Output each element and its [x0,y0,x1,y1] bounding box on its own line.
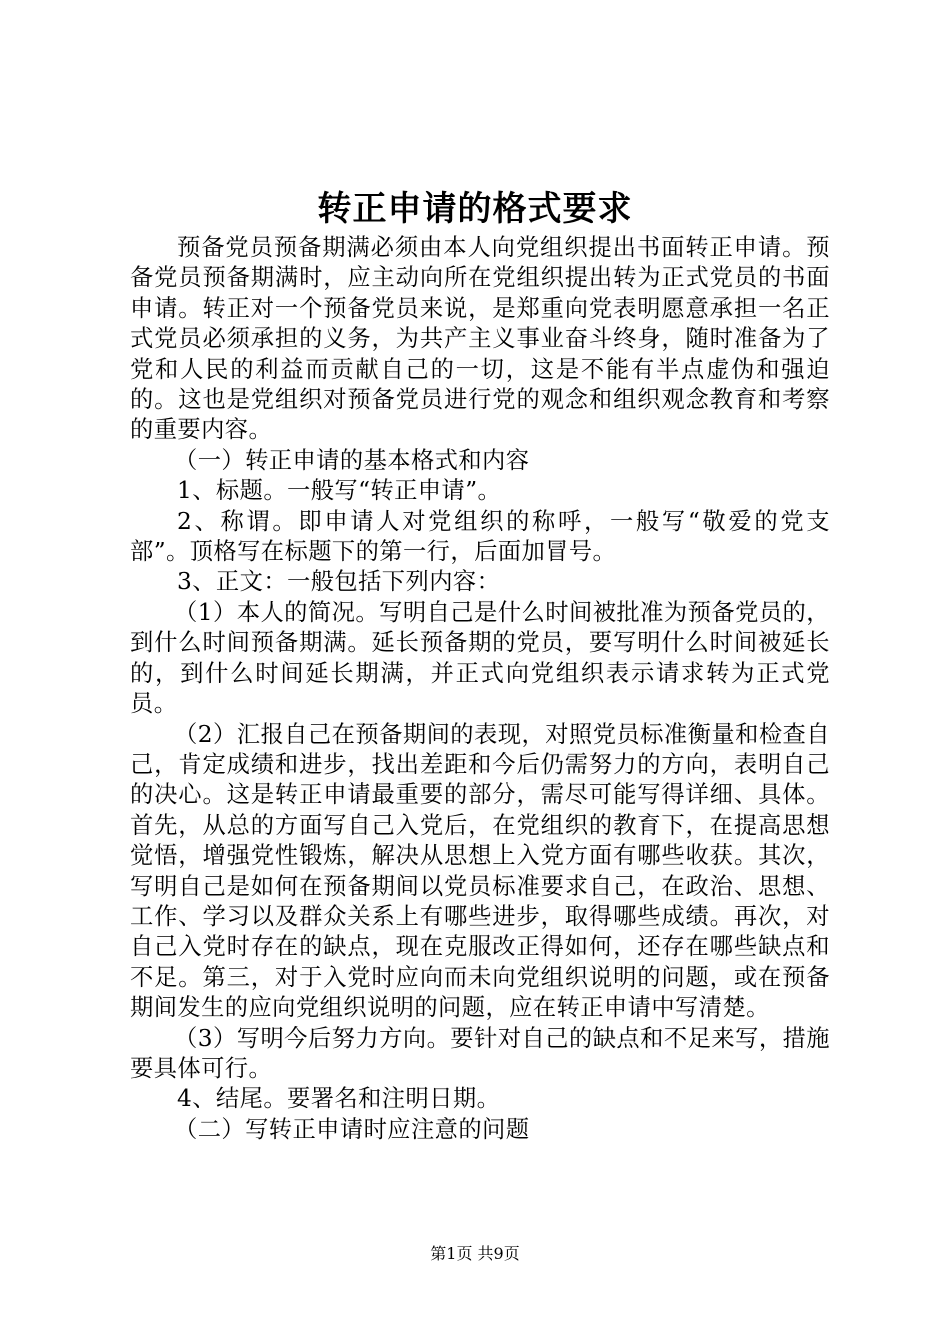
section-heading-notes: （二）写转正申请时应注意的问题 [174,1115,530,1143]
subitem-brief-profile: （1）本人的简况。写明自己是什么时间被批准为预备党员的，到什么时间预备期满。延长预备期的党员，要写明什么时间被延长的，到什么时间延长期满，并正式向党组织表示请求转为正式党员。 [130,598,830,718]
page-title: 转正申请的格式要求 [317,189,633,229]
intro-paragraph: 预备党员预备期满必须由本人向党组织提出书面转正申请。预备党员预备期满时，应主动向所在党组织提出转为正式党员的书面申请。转正对一个预备党员来说，是郑重向党表明愿意承担一名正式党员必须承担的义务，为共产主义事业奋斗终身，随时准备为了党和人民的利益而贡献自己的一切，这是不能有半点虚伪和强迫的。这也是党组织对预备党员进行党的观念和组织观念教育和考察的重要内容。 [130,234,830,444]
subitem-performance-report: （2）汇报自己在预备期间的表现，对照党员标准衡量和检查自己，肯定成绩和进步，找出差距和今后仍需努力的方向，表明自己的决心。这是转正申请最重要的部分，需尽可能写得详细、具体。首先，从总的方面写自己入党后，在党组织的教育下，在提高思想觉悟，增强党性锻炼，解决从思想上入党方面有哪些收获。其次，写明自己是如何在预备期间以党员标准要求自己，在政治、思想、工作、学习以及群众关系上有哪些进步，取得哪些成绩。再次，对自己入党时存在的缺点，现在克服改正得如何，还存在哪些缺点和不足。第三，对于入党时应向而未向党组织说明的问题，或在预备期间发生的应向党组织说明的问题，应在转正申请中写清楚。 [130,720,830,1022]
item-title: 1、标题。一般写“转正申请”。 [177,477,502,505]
item-main-text: 3、正文：一般包括下列内容： [177,568,501,596]
section-heading-basic-format: （一）转正申请的基本格式和内容 [174,446,530,474]
item-ending: 4、结尾。要署名和注明日期。 [177,1085,501,1113]
subitem-future-direction: （3）写明今后努力方向。要针对自己的缺点和不足来写，措施要具体可行。 [130,1024,830,1082]
document-body [130,233,830,1145]
item-salutation: 2、称谓。即申请人对党组织的称呼，一般写“敬爱的党支部”。顶格写在标题下的第一行，后面加冒号。 [130,507,830,566]
page-number-footer: 第1页 共9页 [430,1244,520,1263]
